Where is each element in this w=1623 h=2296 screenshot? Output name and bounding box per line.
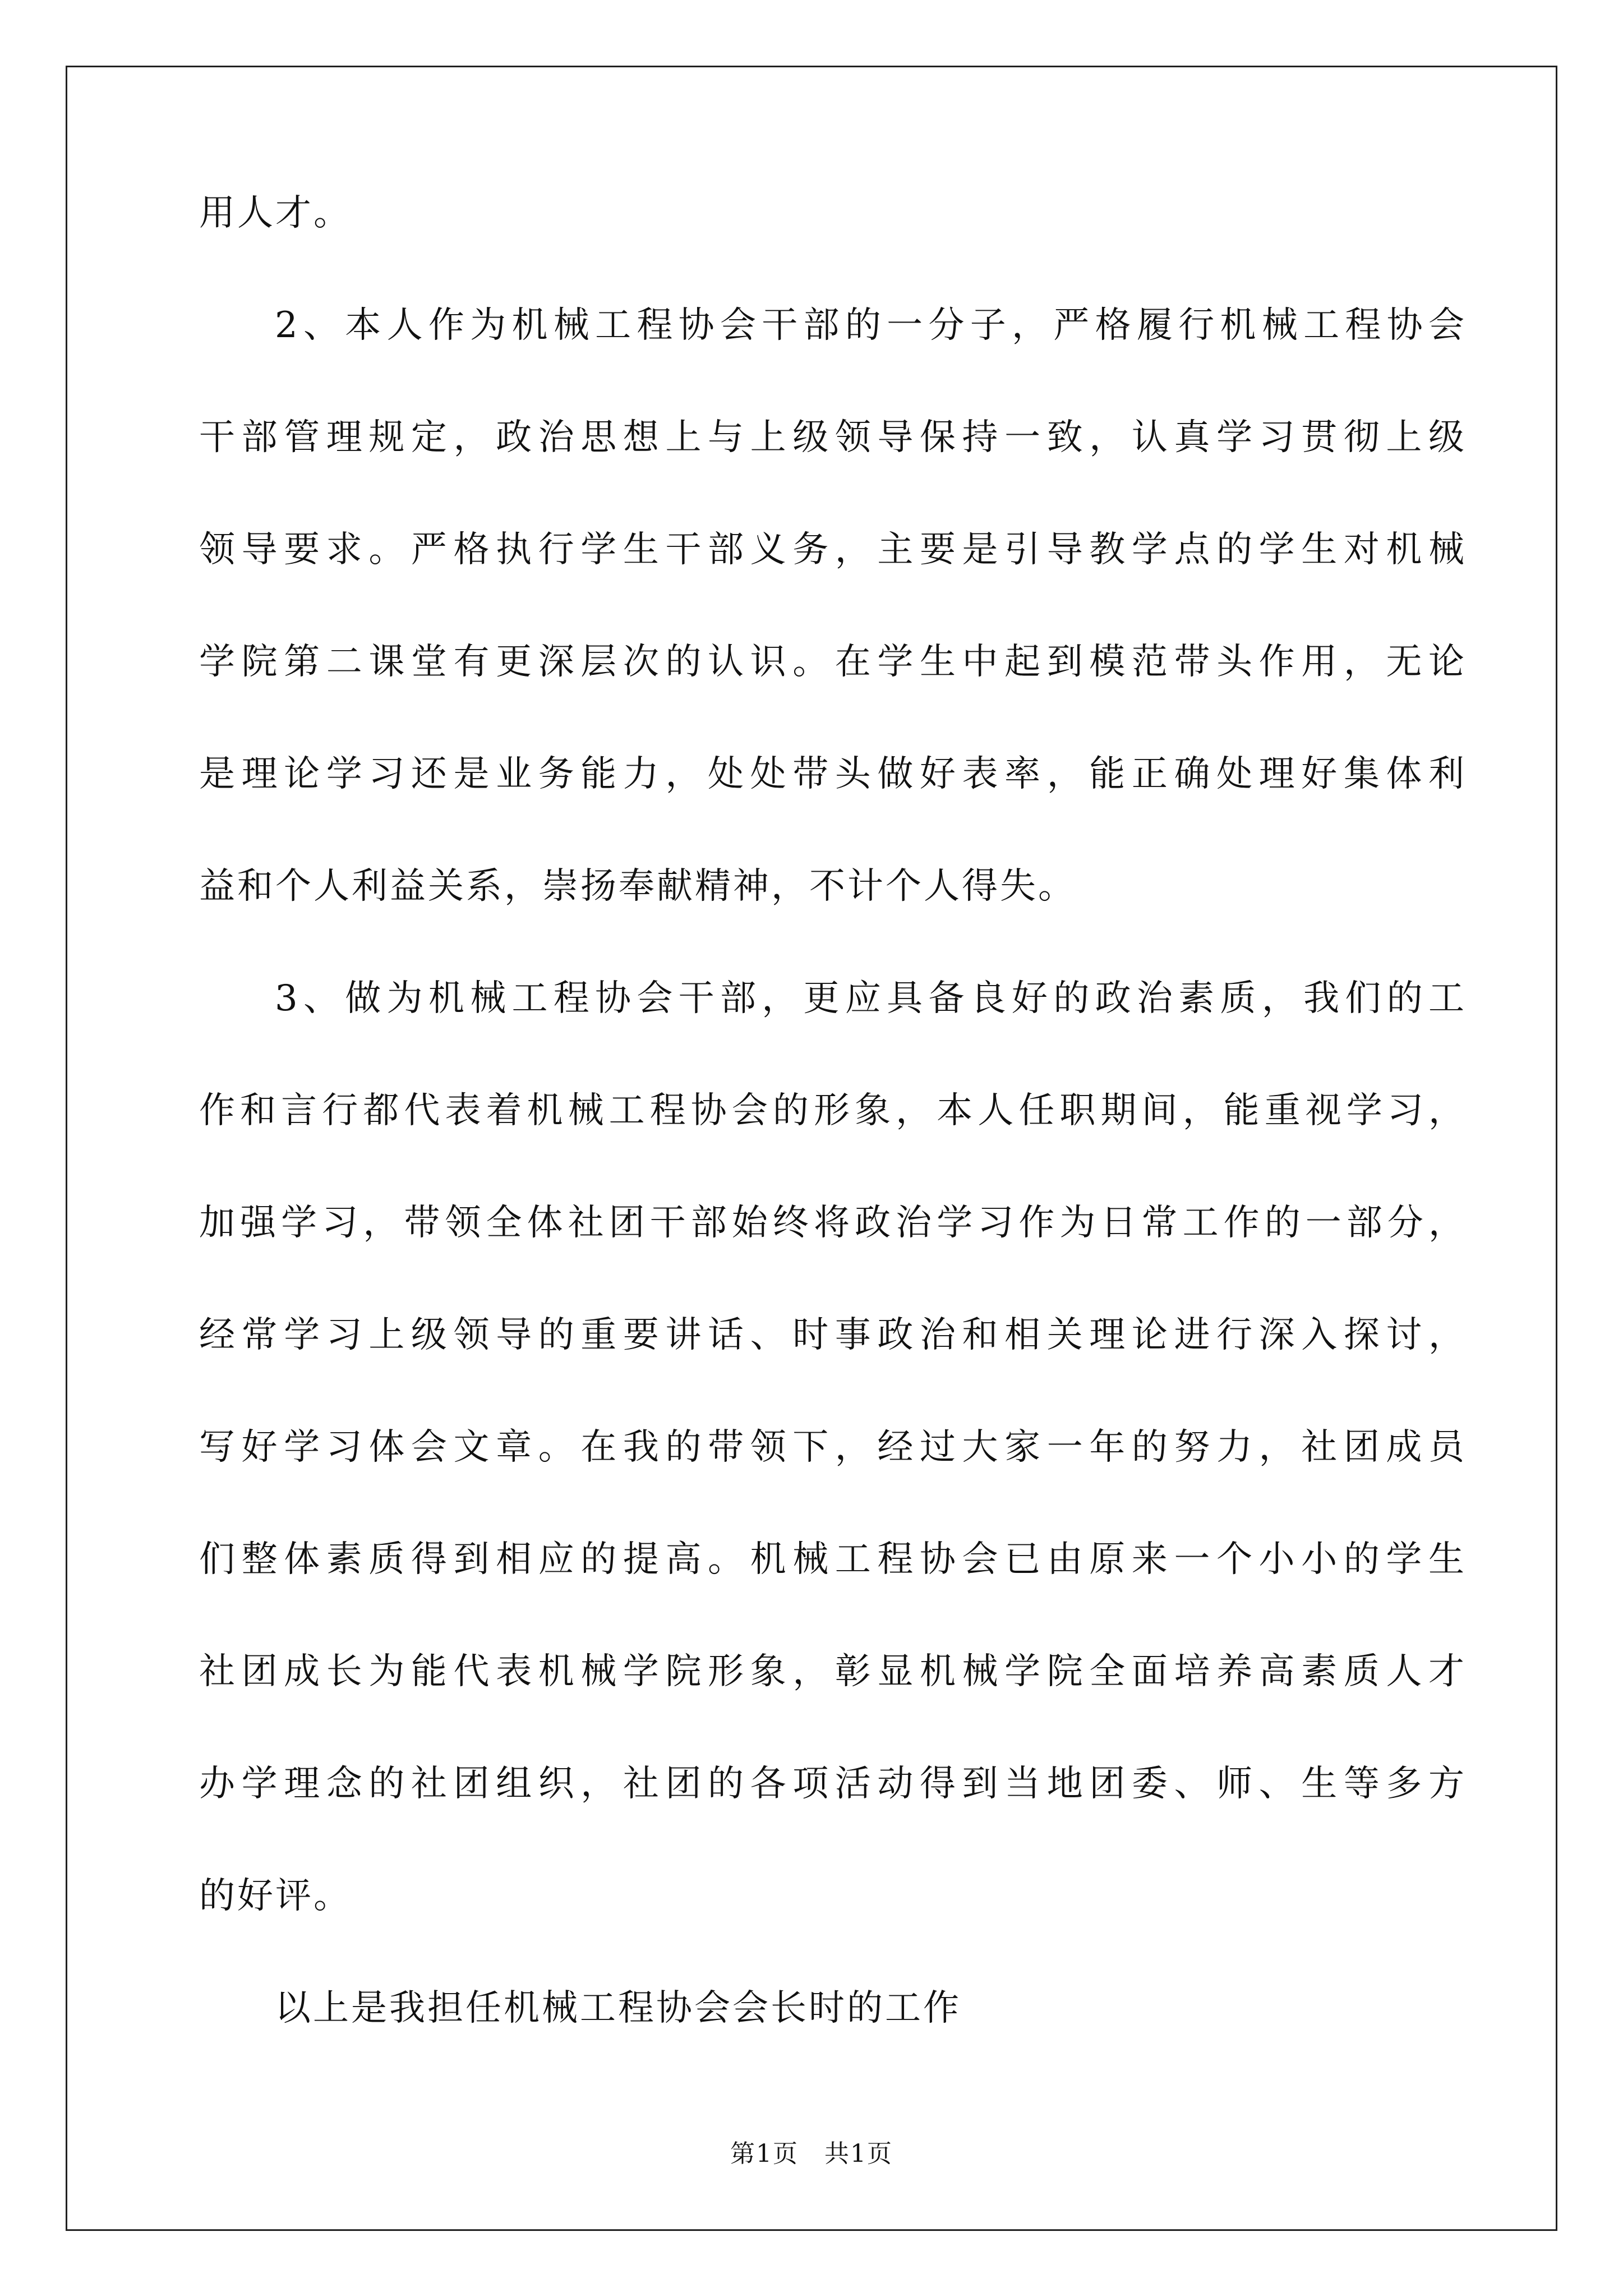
text-line: 经常学习上级领导的重要讲话、时事政治和相关理论进行深入探讨，	[199, 1314, 1467, 1356]
text-line: 2、本人作为机械工程协会干部的一分子，严格履行机械工程协会	[275, 305, 1467, 346]
text-line: 作和言行都代表着机械工程协会的形象，本人任职期间，能重视学习，	[199, 1090, 1467, 1131]
text-line: 是理论学习还是业务能力，处处带头做好表率，能正确处理好集体利	[199, 753, 1467, 795]
text-line: 社团成长为能代表机械学院形象，彰显机械学院全面培养高素质人才	[199, 1651, 1467, 1692]
text-line: 办学理念的社团组织，社团的各项活动得到当地团委、师、生等多方	[199, 1763, 1467, 1805]
text-line: 3、做为机械工程协会干部，更应具备良好的政治素质，我们的工	[275, 978, 1467, 1019]
text-line: 用人才。	[199, 192, 352, 234]
document-body	[199, 185, 1467, 2092]
text-line: 的好评。	[199, 1875, 352, 1917]
text-line: 加强学习，带领全体社团干部始终将政治学习作为日常工作的一部分，	[199, 1202, 1467, 1244]
text-line: 领导要求。严格执行学生干部义务，主要是引导教学点的学生对机械	[199, 529, 1467, 570]
page-number: 第1页 共1页	[730, 2139, 893, 2168]
text-line: 益和个人利益关系，崇扬奉献精神，不计个人得失。	[199, 866, 1076, 907]
text-line: 写好学习体会文章。在我的带领下，经过大家一年的努力，社团成员	[199, 1427, 1467, 1468]
text-line: 以上是我担任机械工程协会会长时的工作	[275, 1987, 961, 2029]
text-line: 们整体素质得到相应的提高。机械工程协会已由原来一个小小的学生	[199, 1539, 1467, 1580]
text-line: 干部管理规定，政治思想上与上级领导保持一致，认真学习贯彻上级	[199, 417, 1467, 458]
text-line: 学院第二课堂有更深层次的认识。在学生中起到模范带头作用，无论	[199, 641, 1467, 683]
